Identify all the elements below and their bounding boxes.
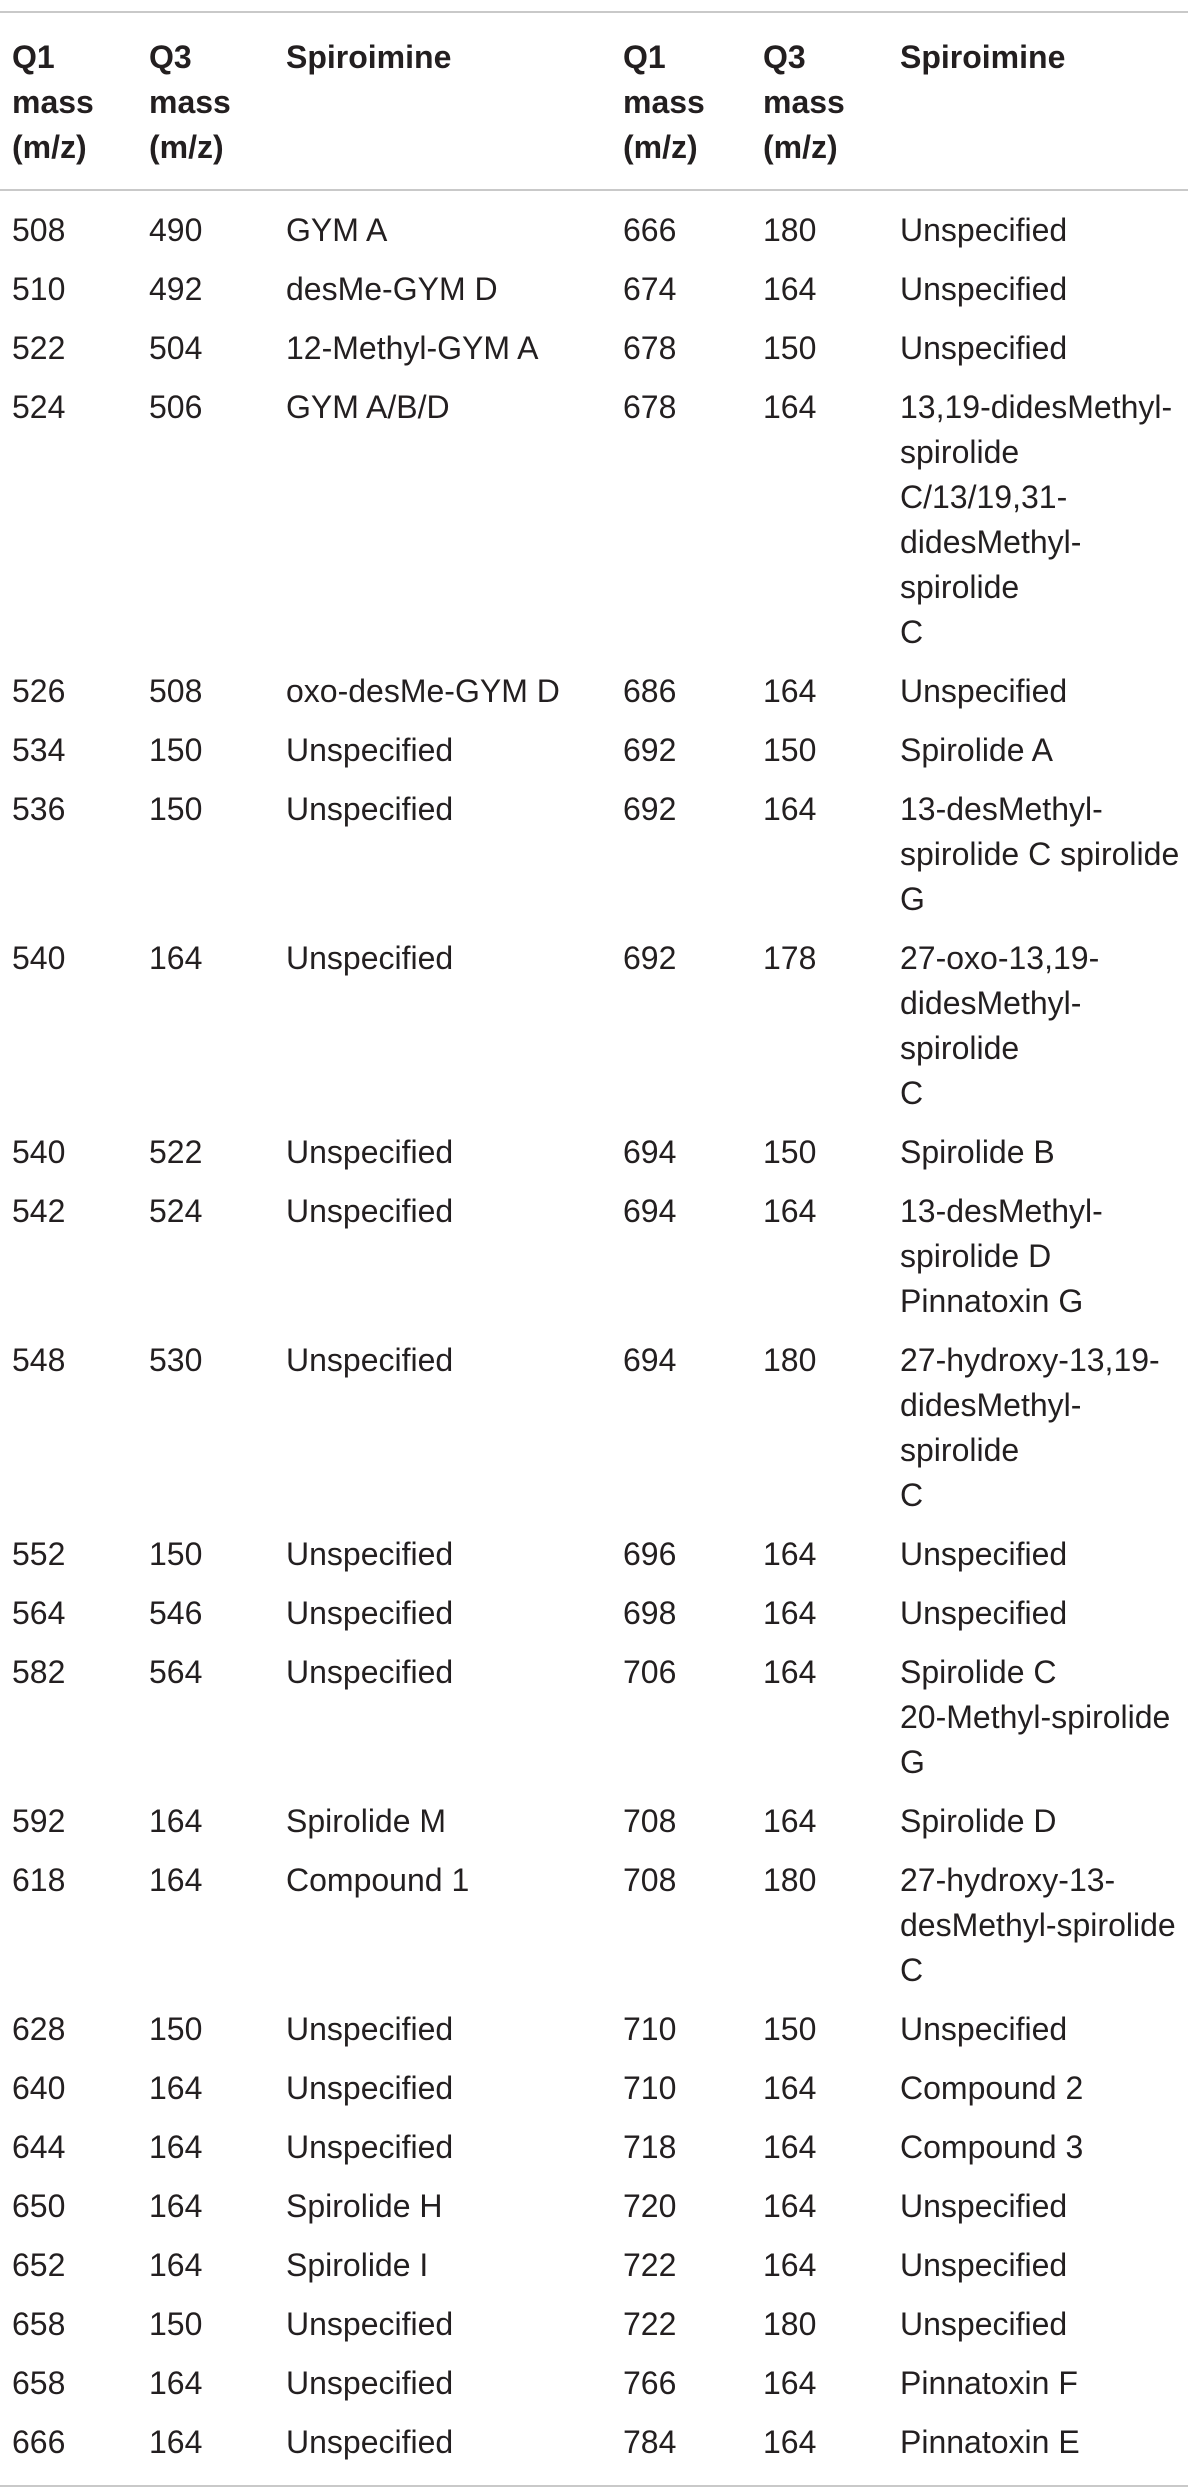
cell-q3-mass-left: 150: [149, 2306, 203, 2342]
cell-spiroimine-left: GYM A/B/D: [286, 389, 450, 425]
cell-q3-mass-left: 164: [149, 940, 203, 976]
header-q3-mass-right: Q3 mass (m/z): [763, 39, 845, 165]
cell-spiroimine-left: Spirolide H: [286, 2188, 443, 2224]
cell-q3-mass-right: 164: [763, 2424, 817, 2460]
cell-q3-mass-left: 524: [149, 1193, 203, 1229]
data-table: [0, 13, 1188, 2473]
cell-q1-mass-left: 640: [12, 2070, 66, 2106]
table-row: [0, 2060, 1188, 2119]
cell-q1-mass-right: 710: [623, 2011, 677, 2047]
cell-q1-mass-left: 658: [12, 2306, 66, 2342]
cell-q1-mass-left: 540: [12, 940, 66, 976]
cell-q3-mass-right: 180: [763, 2306, 817, 2342]
cell-q3-mass-left: 164: [149, 2424, 203, 2460]
cell-spiroimine-right: Pinnatoxin E: [900, 2424, 1080, 2460]
cell-spiroimine-left: oxo-desMe-GYM D: [286, 673, 560, 709]
cell-spiroimine-right: 27-hydroxy-13- desMethyl-spirolide C: [900, 1862, 1176, 1988]
cell-spiroimine-right: Unspecified: [900, 2247, 1068, 2283]
cell-spiroimine-right: 27-oxo-13,19- didesMethyl- spirolide C: [900, 940, 1100, 1111]
cell-spiroimine-right: Unspecified: [900, 271, 1068, 307]
cell-spiroimine-right: Unspecified: [900, 1536, 1068, 1572]
cell-q1-mass-right: 692: [623, 791, 677, 827]
cell-q1-mass-right: 784: [623, 2424, 677, 2460]
cell-spiroimine-right: 13-desMethyl- spirolide C spirolide G: [900, 791, 1180, 917]
cell-spiroimine-left: Unspecified: [286, 1193, 454, 1229]
cell-q3-mass-right: 180: [763, 1862, 817, 1898]
table-row: [0, 663, 1188, 722]
cell-q3-mass-right: 164: [763, 2070, 817, 2106]
cell-q1-mass-right: 710: [623, 2070, 677, 2106]
cell-q1-mass-right: 718: [623, 2129, 677, 2165]
header-row: [0, 13, 1188, 189]
cell-q1-mass-right: 674: [623, 271, 677, 307]
table-row: [0, 1183, 1188, 1332]
cell-q3-mass-right: 150: [763, 732, 817, 768]
cell-q1-mass-right: 678: [623, 389, 677, 425]
cell-spiroimine-left: Unspecified: [286, 1134, 454, 1170]
table-row: [0, 2296, 1188, 2355]
cell-q1-mass-right: 708: [623, 1803, 677, 1839]
cell-q3-mass-right: 150: [763, 2011, 817, 2047]
table-row: [0, 2178, 1188, 2237]
cell-q3-mass-right: 164: [763, 791, 817, 827]
table-row: [0, 2237, 1188, 2296]
cell-q3-mass-right: 180: [763, 212, 817, 248]
cell-q3-mass-right: 164: [763, 1193, 817, 1229]
table-row: [0, 261, 1188, 320]
cell-q1-mass-right: 766: [623, 2365, 677, 2401]
cell-spiroimine-right: Spirolide A: [900, 732, 1053, 768]
cell-q1-mass-left: 536: [12, 791, 66, 827]
table-row: [0, 781, 1188, 930]
header-q1-mass-left: Q1 mass (m/z): [12, 39, 94, 165]
table-row: [0, 2414, 1188, 2473]
table-row: [0, 191, 1188, 261]
table-row: [0, 1526, 1188, 1585]
header-spiroimine-left: Spiroimine: [286, 39, 452, 75]
table-row: [0, 1644, 1188, 1793]
cell-q3-mass-left: 530: [149, 1342, 203, 1378]
cell-q1-mass-right: 692: [623, 732, 677, 768]
cell-q3-mass-left: 506: [149, 389, 203, 425]
cell-q1-mass-left: 542: [12, 1193, 66, 1229]
cell-spiroimine-right: Unspecified: [900, 2188, 1068, 2224]
cell-q1-mass-left: 526: [12, 673, 66, 709]
table-row: [0, 722, 1188, 781]
cell-q1-mass-left: 658: [12, 2365, 66, 2401]
cell-spiroimine-right: Compound 2: [900, 2070, 1084, 2106]
table-row: [0, 2119, 1188, 2178]
cell-q3-mass-right: 164: [763, 2129, 817, 2165]
cell-spiroimine-right: Spirolide B: [900, 1134, 1055, 1170]
cell-spiroimine-left: Unspecified: [286, 2306, 454, 2342]
cell-spiroimine-left: Unspecified: [286, 2011, 454, 2047]
cell-spiroimine-left: Unspecified: [286, 2365, 454, 2401]
table-row: [0, 379, 1188, 663]
header-q1-mass-right: Q1 mass (m/z): [623, 39, 705, 165]
cell-q3-mass-right: 178: [763, 940, 817, 976]
table-row: [0, 1124, 1188, 1183]
cell-q3-mass-right: 164: [763, 271, 817, 307]
cell-spiroimine-left: GYM A: [286, 212, 388, 248]
cell-q3-mass-left: 508: [149, 673, 203, 709]
cell-q1-mass-left: 592: [12, 1803, 66, 1839]
cell-q3-mass-left: 492: [149, 271, 203, 307]
cell-q3-mass-left: 164: [149, 2188, 203, 2224]
cell-q1-mass-left: 564: [12, 1595, 66, 1631]
cell-q3-mass-left: 150: [149, 732, 203, 768]
cell-spiroimine-left: Unspecified: [286, 2070, 454, 2106]
cell-q1-mass-right: 686: [623, 673, 677, 709]
cell-q1-mass-right: 678: [623, 330, 677, 366]
cell-spiroimine-left: Unspecified: [286, 1654, 454, 1690]
cell-spiroimine-left: Unspecified: [286, 732, 454, 768]
cell-q1-mass-right: 692: [623, 940, 677, 976]
cell-q1-mass-left: 522: [12, 330, 66, 366]
cell-q3-mass-left: 490: [149, 212, 203, 248]
cell-q1-mass-left: 548: [12, 1342, 66, 1378]
cell-q3-mass-right: 164: [763, 673, 817, 709]
cell-spiroimine-left: 12-Methyl-GYM A: [286, 330, 539, 366]
cell-q1-mass-right: 722: [623, 2306, 677, 2342]
cell-spiroimine-left: Spirolide M: [286, 1803, 447, 1839]
cell-q3-mass-right: 180: [763, 1342, 817, 1378]
table-header: [0, 13, 1188, 189]
cell-q3-mass-left: 564: [149, 1654, 203, 1690]
cell-q1-mass-left: 618: [12, 1862, 66, 1898]
cell-spiroimine-right: Unspecified: [900, 2306, 1068, 2342]
table-row: [0, 1793, 1188, 1852]
cell-spiroimine-right: 13-desMethyl- spirolide D Pinnatoxin G: [900, 1193, 1103, 1319]
cell-q1-mass-left: 582: [12, 1654, 66, 1690]
cell-spiroimine-left: Compound 1: [286, 1862, 470, 1898]
cell-spiroimine-left: Unspecified: [286, 2129, 454, 2165]
cell-q1-mass-right: 694: [623, 1134, 677, 1170]
cell-spiroimine-right: Spirolide D: [900, 1803, 1057, 1839]
cell-spiroimine-left: Unspecified: [286, 1536, 454, 1572]
cell-q1-mass-right: 720: [623, 2188, 677, 2224]
cell-spiroimine-right: Unspecified: [900, 330, 1068, 366]
cell-q3-mass-right: 164: [763, 389, 817, 425]
cell-q1-mass-right: 708: [623, 1862, 677, 1898]
cell-q3-mass-left: 504: [149, 330, 203, 366]
cell-q3-mass-right: 150: [763, 330, 817, 366]
cell-q1-mass-left: 534: [12, 732, 66, 768]
cell-q1-mass-left: 510: [12, 271, 66, 307]
cell-q3-mass-right: 164: [763, 1803, 817, 1839]
cell-spiroimine-right: Unspecified: [900, 2011, 1068, 2047]
table-row: [0, 2001, 1188, 2060]
cell-q1-mass-right: 698: [623, 1595, 677, 1631]
cell-q1-mass-left: 524: [12, 389, 66, 425]
cell-spiroimine-left: Unspecified: [286, 791, 454, 827]
cell-q3-mass-left: 150: [149, 2011, 203, 2047]
cell-q1-mass-right: 666: [623, 212, 677, 248]
cell-q1-mass-right: 722: [623, 2247, 677, 2283]
table-row: [0, 320, 1188, 379]
cell-q1-mass-left: 650: [12, 2188, 66, 2224]
cell-spiroimine-right: 27-hydroxy-13,19- didesMethyl- spirolide C: [900, 1342, 1160, 1513]
cell-q1-mass-left: 508: [12, 212, 66, 248]
cell-q3-mass-left: 164: [149, 2247, 203, 2283]
table-row: [0, 930, 1188, 1124]
cell-q3-mass-right: 164: [763, 2247, 817, 2283]
cell-q3-mass-left: 164: [149, 2365, 203, 2401]
cell-spiroimine-right: 13,19-didesMethyl- spirolide C/13/19,31- didesMethyl- spirolide C: [900, 389, 1173, 650]
cell-q1-mass-right: 694: [623, 1193, 677, 1229]
cell-q3-mass-left: 164: [149, 1803, 203, 1839]
cell-q3-mass-left: 150: [149, 1536, 203, 1572]
cell-q1-mass-right: 694: [623, 1342, 677, 1378]
cell-q1-mass-left: 666: [12, 2424, 66, 2460]
cell-q3-mass-right: 164: [763, 2365, 817, 2401]
cell-spiroimine-left: desMe-GYM D: [286, 271, 498, 307]
table-row: [0, 1585, 1188, 1644]
cell-q3-mass-left: 546: [149, 1595, 203, 1631]
cell-q3-mass-left: 150: [149, 791, 203, 827]
cell-q3-mass-right: 164: [763, 1654, 817, 1690]
cell-q1-mass-left: 628: [12, 2011, 66, 2047]
cell-spiroimine-right: Unspecified: [900, 673, 1068, 709]
table-row: [0, 1332, 1188, 1526]
cell-spiroimine-right: Unspecified: [900, 212, 1068, 248]
cell-q3-mass-right: 164: [763, 1536, 817, 1572]
cell-q3-mass-right: 150: [763, 1134, 817, 1170]
cell-q3-mass-left: 164: [149, 2070, 203, 2106]
cell-spiroimine-left: Unspecified: [286, 940, 454, 976]
table-row: [0, 1852, 1188, 2001]
cell-spiroimine-left: Unspecified: [286, 1342, 454, 1378]
cell-q1-mass-right: 696: [623, 1536, 677, 1572]
header-q3-mass-left: Q3 mass (m/z): [149, 39, 231, 165]
cell-spiroimine-left: Unspecified: [286, 1595, 454, 1631]
cell-spiroimine-left: Spirolide I: [286, 2247, 429, 2283]
cell-q1-mass-right: 706: [623, 1654, 677, 1690]
cell-q3-mass-right: 164: [763, 1595, 817, 1631]
header-spiroimine-right: Spiroimine: [900, 39, 1066, 75]
cell-q3-mass-left: 164: [149, 1862, 203, 1898]
cell-q1-mass-left: 540: [12, 1134, 66, 1170]
spiroimine-table: [0, 11, 1188, 2487]
cell-spiroimine-right: Spirolide C 20-Methyl-spirolide G: [900, 1654, 1171, 1780]
cell-q1-mass-left: 644: [12, 2129, 66, 2165]
cell-q1-mass-left: 652: [12, 2247, 66, 2283]
table-body: [0, 189, 1188, 2473]
cell-q1-mass-left: 552: [12, 1536, 66, 1572]
cell-q3-mass-right: 164: [763, 2188, 817, 2224]
cell-spiroimine-right: Compound 3: [900, 2129, 1084, 2165]
cell-spiroimine-right: Unspecified: [900, 1595, 1068, 1631]
cell-spiroimine-right: Pinnatoxin F: [900, 2365, 1078, 2401]
table-row: [0, 2355, 1188, 2414]
cell-q3-mass-left: 164: [149, 2129, 203, 2165]
cell-spiroimine-left: Unspecified: [286, 2424, 454, 2460]
cell-q3-mass-left: 522: [149, 1134, 203, 1170]
